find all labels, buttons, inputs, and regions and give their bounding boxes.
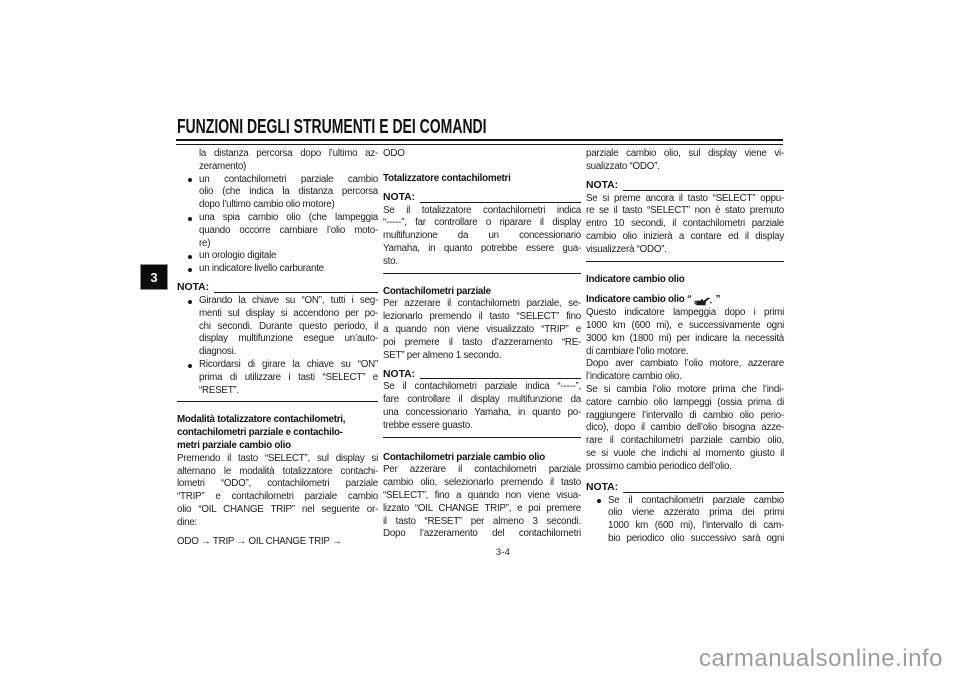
section-heading: Contachilometri parziale cambio olio <box>383 451 545 463</box>
page-title: FUNZIONI DEGLI STRUMENTI E DEI COMANDI <box>177 116 487 138</box>
nota-label: NOTA: <box>586 481 619 493</box>
bullet-icon <box>188 255 192 259</box>
bullet-icon <box>597 499 601 503</box>
bullet-icon <box>188 268 192 272</box>
list-continuation: la distanza percorsa dopo l’ultimo az- zeramento) <box>199 148 378 172</box>
nota-label: NOTA: <box>383 368 416 380</box>
list-item <box>177 174 378 212</box>
bullet-icon <box>188 300 192 304</box>
nota-label: NOTA: <box>177 282 210 294</box>
section-heading: Indicatore cambio olio <box>586 273 685 285</box>
paragraph: Per azzerare il contachilometri parziale, se- lezionarlo premendo il tasto “SELECT” fino a quando non viene visualizzato “TRIP” e poi premere il tasto d’azzeramento “RE- SET” per almeno 1 secondo. <box>383 298 581 361</box>
watermark: carmanualsonline.info <box>699 645 943 672</box>
nota-item-text: Girando la chiave su “ON”, tutti i seg- menti sul display si accendono per po- chi secondi. Durante questo periodo, il display multifunzione esegue un’auto- diagnosi. <box>199 294 378 358</box>
nota-paragraph: Se il totalizzatore contachilometri indica “-----”, far controllare o riparare il display multifunzione da un concessionario Yamaha, in quanto potrebbe essere gua- sto. <box>383 204 581 267</box>
paragraph: Per azzerare il contachilometri parziale cambio olio, selezionarlo premendo il tasto “SELECT”, fino a quando non viene visua- lizzato “OIL CHANGE TRIP”, e poi premere il tasto “RESET” per almeno 3 secondi. Dopo l’azzeramento del contachilometri <box>383 464 581 540</box>
chapter-tab: 3 <box>140 264 168 290</box>
mode-sequence-end: ODO <box>383 148 405 159</box>
bullet-icon <box>188 217 192 221</box>
list-item <box>177 263 378 276</box>
nota-rule <box>420 202 581 203</box>
header-rule <box>176 139 783 145</box>
subheading-text: Indicatore cambio olio “ <box>586 294 692 306</box>
nota-rule <box>623 492 784 493</box>
nota-heading <box>586 482 784 495</box>
nota-heading <box>383 368 581 381</box>
section-heading: Contachilometri parziale <box>383 285 491 297</box>
nota-rule <box>623 190 784 191</box>
section-heading: Modalità totalizzatore contachilometri, contachilometri parziale e contachilo- metri parziale cambio olio <box>177 414 346 451</box>
section-rule <box>383 437 581 438</box>
paragraph: parziale cambio olio, sul display viene vi- sualizzato “ODO”. <box>586 148 784 172</box>
nota-list-item <box>177 359 378 397</box>
bullet-icon <box>188 178 192 182</box>
subheading-text: ” <box>715 294 721 306</box>
bullet-icon <box>188 364 192 368</box>
list-item-text: un contachilometri parziale cambio olio (che indica la distanza percorsa dopo l’ultimo cambio olio motore) <box>199 173 378 211</box>
nota-rule <box>420 378 581 379</box>
column-middle <box>383 148 581 541</box>
oil-can-icon <box>694 295 714 307</box>
section-rule <box>177 401 378 402</box>
nota-list-item <box>586 495 784 546</box>
nota-item-text: Ricordarsi di girare la chiave su “ON” prima di utilizzare i tasti “SELECT” e “RESET”. <box>199 358 378 396</box>
list-item-text: un orologio digitale <box>199 250 277 262</box>
column-right <box>586 148 784 546</box>
nota-item-text: Se il contachilometri parziale cambio olio viene azzerato prima dei primi 1000 km (600 mi), l’intervallo di cam- bio periodico olio successivo sarà ogni <box>608 494 784 544</box>
nota-heading <box>586 180 784 193</box>
nota-heading <box>383 192 581 205</box>
section-rule <box>586 261 784 262</box>
nota-label: NOTA: <box>383 191 416 203</box>
subsection-heading <box>586 294 784 307</box>
mode-sequence: ODO → TRIP → OIL CHANGE TRIP → <box>177 535 342 547</box>
section-rule <box>383 273 581 274</box>
list-item-text: un indicatore livello carburante <box>199 263 324 275</box>
nota-paragraph: Se il contachilometri parziale indica “-----”, fare controllare il display multifunzione da una concessionario Yamaha, in quanto po- trebbe essere guasto. <box>383 381 581 431</box>
section-heading: Totalizzatore contachilometri <box>383 172 511 184</box>
column-left <box>177 148 378 548</box>
list-item <box>177 250 378 263</box>
nota-label: NOTA: <box>586 179 619 191</box>
nota-rule <box>214 292 378 293</box>
nota-paragraph: Se si preme ancora il tasto “SELECT” oppu- re se il tasto “SELECT” non è stato premuto entro 10 secondi, il contachilometri parziale cambio olio inizierà a contare ed il display visualizzerà “ODO”. <box>586 192 784 255</box>
nota-list-item <box>177 295 378 359</box>
nota-heading <box>177 282 378 295</box>
paragraph: Questo indicatore lampeggia dopo i primi 1000 km (600 mi), e successivamente ogni 3000 km (1800 mi) per indicare la necessità di cambiare l’olio motore. Dopo aver cambiato l’olio motore, azzerare l’indicatore cambio olio. Se si cambia l’olio motore prima che l’indi- catore cambio olio lampeggi (ossia prima di raggiungere l’intervallo di cambio olio perio- dico), dopo il cambio dell’olio bisogna azze- rare il contachilometri parziale cambio olio, se si vuole che indichi al momento giusto il prossimo cambio periodico dell’olio. <box>586 307 784 472</box>
page-number: 3-4 <box>495 547 511 558</box>
list-item <box>177 212 378 250</box>
list-item-text: una spia cambio olio (che lampeggia quando occorre cambiare l’olio moto- re) <box>199 211 378 249</box>
paragraph: Premendo il tasto “SELECT”, sul display si alternano le modalità totalizzatore contachi- lometri “ODO”, contachilometri parziale “TRIP” e contachilometri parziale cambio olio “OIL CHANGE TRIP” nel seguente or- dine: <box>177 452 378 528</box>
